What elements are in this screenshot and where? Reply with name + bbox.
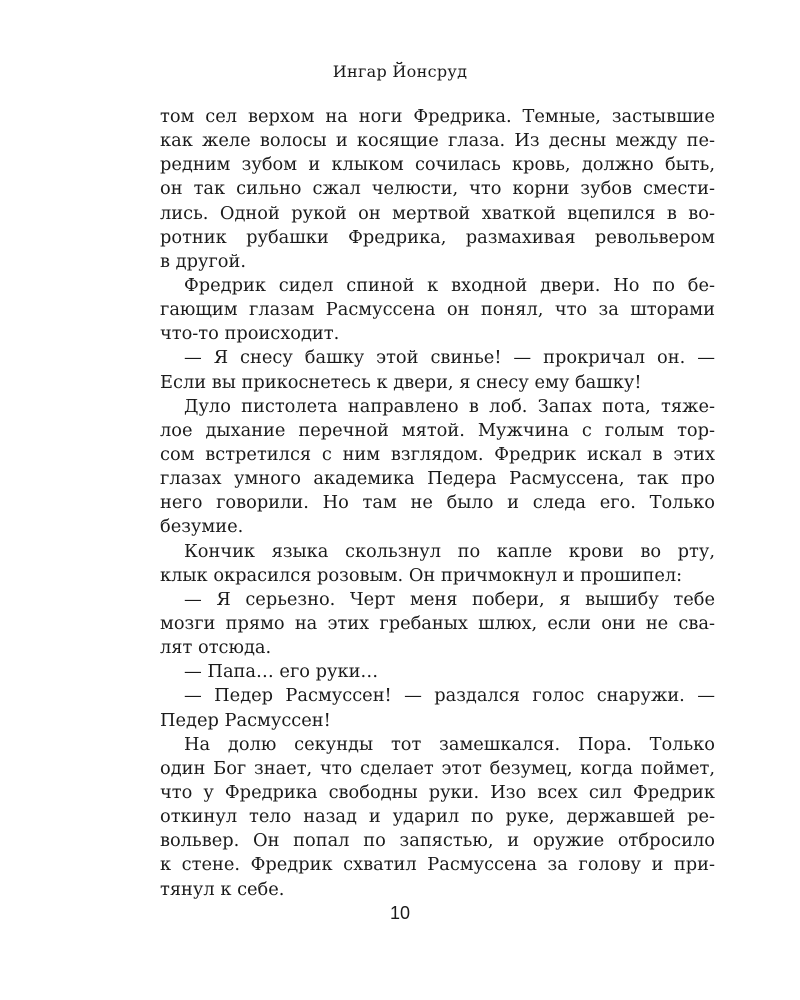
text-line: лись. Одной рукой он мертвой хваткой вцепился в во- <box>160 202 715 224</box>
text-line: сом встретился с ним взглядом. Фредрик искал в этих <box>160 443 715 465</box>
text-line: — Папа… его руки… <box>184 661 379 683</box>
text-line: один Бог знает, что сделает этот безумец, когда поймет, <box>160 757 715 779</box>
text-line: мозги прямо на этих гребаных шлюх, если они не сва- <box>160 612 715 634</box>
text-line: клык окрасился розовым. Он причмокнул и прошипел: <box>160 564 683 586</box>
text-line: Если вы прикоснетесь к двери, я снесу ему башку! <box>160 371 642 393</box>
text-line: лят отсюда. <box>160 637 272 659</box>
text-line: том сел верхом на ноги Фредрика. Темные, застывшие <box>160 106 715 127</box>
body-text <box>160 105 715 902</box>
text-line: На долю секунды тот замешкался. Пора. Только <box>184 733 715 755</box>
text-line: безумие. <box>160 516 244 538</box>
text-line: лое дыхание перечной мятой. Мужчина с голым тор- <box>160 419 715 441</box>
text-line: гающим глазам Расмуссена он понял, что за шторами <box>160 299 715 321</box>
text-line: что-то происходит. <box>160 323 340 345</box>
text-line: откинул тело назад и ударил по руке, державшей ре- <box>160 806 715 828</box>
text-line: Педер Расмуссен! <box>160 709 331 731</box>
text-line: тянул к себе. <box>160 878 285 900</box>
text-line: — Педер Расмуссен! — раздался голос снаружи. — <box>184 685 715 707</box>
text-line: что у Фредрика свободны руки. Изо всех сил Фредрик <box>160 781 715 803</box>
text-line: — Я серьезно. Черт меня побери, я вышибу тебе <box>184 588 715 610</box>
text-line: Дуло пистолета направлено в лоб. Запах пота, тяже- <box>184 395 715 417</box>
running-head-author: Ингар Йонсруд <box>332 62 468 81</box>
page-number: 10 <box>389 903 411 923</box>
text-line: — Я снесу башку этой свинье! — прокричал он. — <box>184 347 715 369</box>
text-line: него говорили. Но там не было и следа его. Только <box>160 492 715 514</box>
text-line: редним зубом и клыком сочилась кровь, должно быть, <box>160 154 715 176</box>
text-line: Фредрик сидел спиной к входной двери. Но по бе- <box>184 274 715 296</box>
text-line: вольвер. Он попал по запястью, и оружие отбросило <box>160 830 715 852</box>
text-line: ротник рубашки Фредрика, размахивая револьвером <box>160 226 715 248</box>
text-line: в другой. <box>160 250 246 272</box>
text-line: к стене. Фредрик схватил Расмуссена за голову и при- <box>160 854 715 876</box>
text-line: он так сильно сжал челюсти, что корни зубов смести- <box>160 178 715 200</box>
text-line: Кончик языка скользнул по капле крови во рту, <box>184 540 715 562</box>
text-line: глазах умного академика Педера Расмуссена, так про <box>160 468 715 490</box>
text-line: как желе волосы и косящие глаза. Из десны между пе- <box>160 130 715 152</box>
